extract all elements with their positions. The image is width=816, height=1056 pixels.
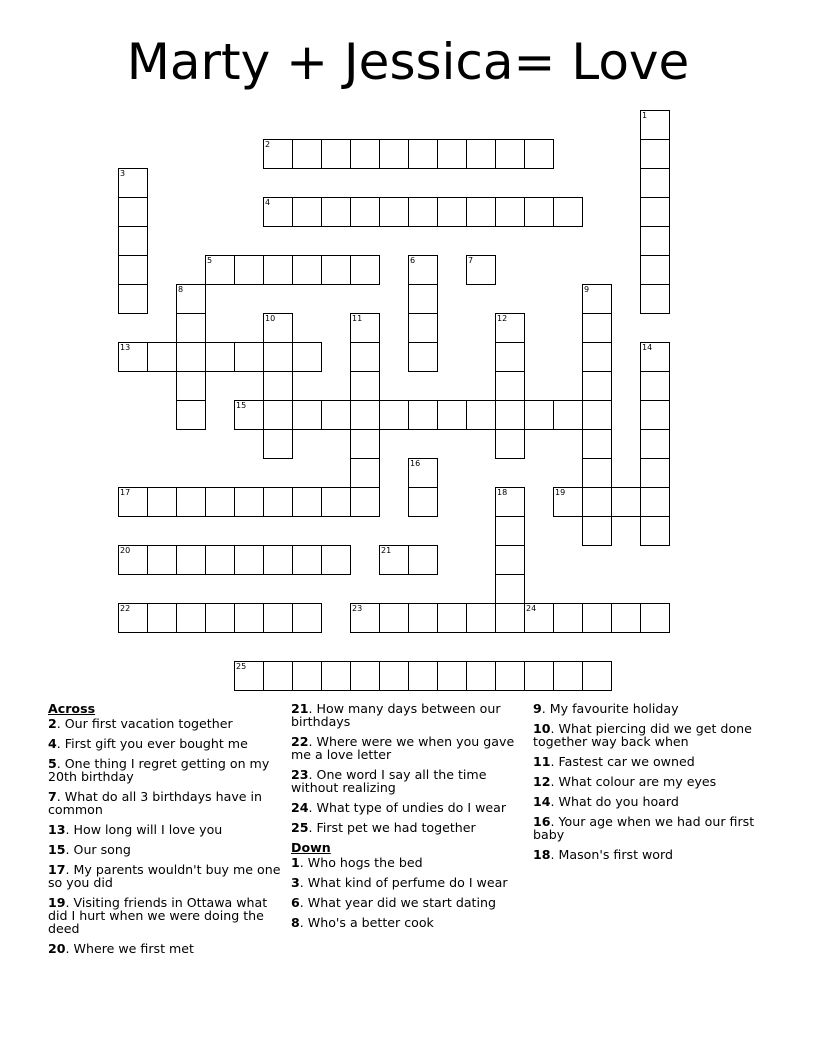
grid-cell[interactable]	[118, 487, 148, 517]
grid-cell[interactable]	[437, 603, 467, 633]
grid-cell[interactable]	[495, 487, 525, 517]
grid-cell[interactable]	[408, 603, 438, 633]
cell-number: 25	[236, 662, 247, 671]
clue-text: . First pet we had together	[308, 820, 476, 835]
grid-cell[interactable]	[321, 255, 351, 285]
grid-cell[interactable]	[176, 545, 206, 575]
clue-number: 14	[533, 794, 551, 809]
clue-number: 3	[291, 875, 300, 890]
clue-item	[48, 790, 284, 816]
grid-cell[interactable]	[176, 342, 206, 372]
cell-number: 5	[207, 256, 213, 265]
grid-cell[interactable]	[176, 284, 206, 314]
grid-cell[interactable]	[321, 661, 351, 691]
grid-cell[interactable]	[495, 371, 525, 401]
grid-cell[interactable]	[582, 313, 612, 343]
grid-cell[interactable]	[292, 342, 322, 372]
grid-cell[interactable]	[408, 661, 438, 691]
cell-number: 18	[497, 488, 508, 497]
grid-cell[interactable]	[408, 342, 438, 372]
grid-cell[interactable]	[611, 603, 641, 633]
grid-cell[interactable]	[582, 487, 612, 517]
grid-cell[interactable]	[205, 342, 235, 372]
grid-cell[interactable]	[524, 197, 554, 227]
grid-cell[interactable]	[495, 429, 525, 459]
clue-text: . Our song	[65, 842, 131, 857]
grid-cell[interactable]	[147, 545, 177, 575]
clue-item	[533, 775, 769, 788]
grid-cell[interactable]	[408, 458, 438, 488]
grid-cell[interactable]	[408, 139, 438, 169]
grid-cell[interactable]	[582, 458, 612, 488]
grid-cell[interactable]	[640, 255, 670, 285]
cell-number: 1	[642, 111, 648, 120]
grid-cell[interactable]	[640, 110, 670, 140]
grid-cell[interactable]	[640, 226, 670, 256]
grid-cell[interactable]	[582, 284, 612, 314]
clue-text: . Who hogs the bed	[299, 855, 423, 870]
clue-number: 5	[48, 756, 57, 771]
grid-cell[interactable]	[205, 603, 235, 633]
clue-number: 6	[291, 895, 300, 910]
grid-cell[interactable]	[640, 458, 670, 488]
grid-cell[interactable]	[147, 603, 177, 633]
grid-cell[interactable]	[408, 545, 438, 575]
grid-cell[interactable]	[234, 545, 264, 575]
clue-number: 4	[48, 736, 57, 751]
grid-cell[interactable]	[350, 255, 380, 285]
grid-cell[interactable]	[640, 603, 670, 633]
cell-number: 8	[178, 285, 184, 294]
grid-cell[interactable]	[466, 139, 496, 169]
clue-item	[291, 916, 527, 929]
grid-cell[interactable]	[582, 371, 612, 401]
cell-number: 6	[410, 256, 416, 265]
grid-cell[interactable]	[495, 197, 525, 227]
grid-cell[interactable]	[263, 371, 293, 401]
grid-cell[interactable]	[350, 371, 380, 401]
grid-cell[interactable]	[321, 487, 351, 517]
clue-number: 2	[48, 716, 57, 731]
clue-text: . One thing I regret getting on my 20th birthday	[48, 756, 270, 784]
grid-cell[interactable]	[640, 487, 670, 517]
grid-cell[interactable]	[640, 284, 670, 314]
grid-cell[interactable]	[553, 197, 583, 227]
grid-cell[interactable]	[466, 603, 496, 633]
grid-cell[interactable]	[350, 139, 380, 169]
grid-cell[interactable]	[640, 516, 670, 546]
clue-text: . Where we first met	[65, 941, 194, 956]
clue-number: 11	[533, 754, 551, 769]
clue-text: . What piercing did we get done together way back when	[533, 721, 752, 749]
grid-cell[interactable]	[379, 197, 409, 227]
clue-text: . Who's a better cook	[299, 915, 434, 930]
grid-cell[interactable]	[553, 661, 583, 691]
clue-number: 21	[291, 701, 309, 716]
grid-cell[interactable]	[379, 139, 409, 169]
clue-number: 22	[291, 734, 309, 749]
clue-number: 1	[291, 855, 300, 870]
clue-number: 7	[48, 789, 57, 804]
grid-cell[interactable]	[205, 545, 235, 575]
cell-number: 24	[526, 604, 537, 613]
clue-text: . Fastest car we owned	[550, 754, 695, 769]
clue-text: . What type of undies do I wear	[308, 800, 507, 815]
grid-cell[interactable]	[118, 603, 148, 633]
clue-item	[533, 815, 769, 841]
grid-cell[interactable]	[263, 313, 293, 343]
grid-cell[interactable]	[176, 313, 206, 343]
clue-item	[533, 702, 769, 715]
grid-cell[interactable]	[466, 255, 496, 285]
grid-cell[interactable]	[234, 661, 264, 691]
clue-text: . Mason's first word	[550, 847, 673, 862]
grid-cell[interactable]	[263, 661, 293, 691]
cell-number: 3	[120, 169, 126, 178]
grid-cell[interactable]	[379, 545, 409, 575]
clue-section-header: Across	[48, 701, 96, 716]
clue-text: . How long will I love you	[65, 822, 223, 837]
grid-cell[interactable]	[118, 226, 148, 256]
grid-cell[interactable]	[408, 487, 438, 517]
grid-cell[interactable]	[640, 400, 670, 430]
grid-cell[interactable]	[408, 284, 438, 314]
grid-cell[interactable]	[205, 255, 235, 285]
grid-cell[interactable]	[437, 139, 467, 169]
puzzle-title: Marty + Jessica= Love	[126, 33, 690, 91]
clue-number: 13	[48, 822, 66, 837]
grid-cell[interactable]	[147, 342, 177, 372]
grid-cell[interactable]	[176, 603, 206, 633]
grid-cell[interactable]	[524, 661, 554, 691]
grid-cell[interactable]	[292, 661, 322, 691]
grid-cell[interactable]	[263, 429, 293, 459]
clue-item	[48, 757, 284, 783]
grid-cell[interactable]	[118, 255, 148, 285]
cell-number: 9	[584, 285, 590, 294]
grid-cell[interactable]	[292, 400, 322, 430]
clue-text: . My favourite holiday	[541, 701, 679, 716]
clue-text: . What year did we start dating	[299, 895, 496, 910]
grid-cell[interactable]	[118, 284, 148, 314]
grid-cell[interactable]	[350, 487, 380, 517]
grid-cell[interactable]	[379, 603, 409, 633]
grid-cell[interactable]	[350, 661, 380, 691]
grid-cell[interactable]	[292, 255, 322, 285]
grid-cell[interactable]	[495, 139, 525, 169]
grid-cell[interactable]	[379, 661, 409, 691]
clue-text: . One word I say all the time without realizing	[291, 767, 487, 795]
cell-number: 13	[120, 343, 131, 352]
grid-cell[interactable]	[118, 197, 148, 227]
clue-number: 8	[291, 915, 300, 930]
grid-cell[interactable]	[292, 487, 322, 517]
grid-cell[interactable]	[176, 400, 206, 430]
clue-number: 25	[291, 820, 309, 835]
clue-number: 24	[291, 800, 309, 815]
grid-cell[interactable]	[437, 197, 467, 227]
grid-cell[interactable]	[263, 342, 293, 372]
grid-cell[interactable]	[466, 661, 496, 691]
cell-number: 15	[236, 401, 247, 410]
grid-cell[interactable]	[495, 574, 525, 604]
clue-text: . What colour are my eyes	[550, 774, 717, 789]
clue-item	[48, 737, 284, 750]
grid-cell[interactable]	[553, 400, 583, 430]
grid-cell[interactable]	[321, 400, 351, 430]
grid-cell[interactable]	[437, 661, 467, 691]
grid-cell[interactable]	[234, 255, 264, 285]
clue-item	[48, 843, 284, 856]
grid-cell[interactable]	[582, 516, 612, 546]
grid-cell[interactable]	[582, 661, 612, 691]
clue-text: . What do all 3 birthdays have in common	[48, 789, 263, 817]
clues-column-1	[48, 702, 284, 962]
grid-cell[interactable]	[292, 545, 322, 575]
grid-cell[interactable]	[350, 342, 380, 372]
grid-cell[interactable]	[553, 603, 583, 633]
clue-text: . Visiting friends in Ottawa what did I hurt when we were doing the deed	[48, 895, 268, 936]
grid-cell[interactable]	[234, 603, 264, 633]
grid-cell[interactable]	[263, 545, 293, 575]
clue-item	[291, 768, 527, 794]
grid-cell[interactable]	[495, 342, 525, 372]
clue-number: 23	[291, 767, 309, 782]
grid-cell[interactable]	[466, 197, 496, 227]
grid-cell[interactable]	[640, 371, 670, 401]
grid-cell[interactable]	[292, 139, 322, 169]
grid-cell[interactable]	[495, 516, 525, 546]
grid-cell[interactable]	[350, 197, 380, 227]
grid-cell[interactable]	[640, 197, 670, 227]
grid-cell[interactable]	[118, 545, 148, 575]
cell-number: 22	[120, 604, 131, 613]
clue-item	[291, 735, 527, 761]
grid-cell[interactable]	[582, 342, 612, 372]
clue-item	[291, 856, 527, 869]
clue-number: 12	[533, 774, 551, 789]
grid-cell[interactable]	[495, 603, 525, 633]
grid-cell[interactable]	[640, 429, 670, 459]
clue-number: 15	[48, 842, 66, 857]
cell-number: 21	[381, 546, 392, 555]
clue-text: . What do you hoard	[550, 794, 679, 809]
grid-cell[interactable]	[263, 487, 293, 517]
grid-cell[interactable]	[524, 139, 554, 169]
grid-cell[interactable]	[292, 603, 322, 633]
cell-number: 7	[468, 256, 474, 265]
grid-cell[interactable]	[263, 603, 293, 633]
grid-cell[interactable]	[321, 139, 351, 169]
clue-number: 20	[48, 941, 66, 956]
cell-number: 12	[497, 314, 508, 323]
clue-number: 17	[48, 862, 66, 877]
grid-cell[interactable]	[176, 487, 206, 517]
clue-section-header: Down	[291, 840, 331, 855]
grid-cell[interactable]	[234, 342, 264, 372]
clue-number: 10	[533, 721, 551, 736]
clue-item	[291, 876, 527, 889]
cell-number: 23	[352, 604, 363, 613]
grid-cell[interactable]	[408, 255, 438, 285]
grid-cell[interactable]	[495, 661, 525, 691]
grid-cell[interactable]	[640, 139, 670, 169]
clues-column-3	[533, 702, 769, 868]
clue-text: . How many days between our birthdays	[291, 701, 501, 729]
clue-number: 19	[48, 895, 66, 910]
grid-cell[interactable]	[611, 487, 641, 517]
grid-cell[interactable]	[408, 197, 438, 227]
clue-item	[291, 821, 527, 834]
clue-item	[291, 702, 527, 728]
clue-item	[48, 896, 284, 935]
grid-cell[interactable]	[640, 342, 670, 372]
clue-item	[291, 801, 527, 814]
grid-cell[interactable]	[350, 400, 380, 430]
clue-item	[291, 896, 527, 909]
grid-cell[interactable]	[582, 603, 612, 633]
grid-cell[interactable]	[408, 400, 438, 430]
clue-text: . Your age when we had our first baby	[533, 814, 755, 842]
clue-text: . What kind of perfume do I wear	[299, 875, 508, 890]
clue-text: . My parents wouldn't buy me one so you did	[48, 862, 281, 890]
grid-cell[interactable]	[234, 400, 264, 430]
grid-cell[interactable]	[321, 197, 351, 227]
grid-cell[interactable]	[176, 371, 206, 401]
grid-cell[interactable]	[524, 603, 554, 633]
cell-number: 4	[265, 198, 271, 207]
cell-number: 16	[410, 459, 421, 468]
grid-cell[interactable]	[147, 487, 177, 517]
clue-number: 18	[533, 847, 551, 862]
grid-cell[interactable]	[582, 400, 612, 430]
grid-cell[interactable]	[524, 400, 554, 430]
grid-cell[interactable]	[640, 168, 670, 198]
grid-cell[interactable]	[263, 400, 293, 430]
grid-cell[interactable]	[553, 487, 583, 517]
grid-cell[interactable]	[263, 197, 293, 227]
grid-cell[interactable]	[234, 487, 264, 517]
cell-number: 20	[120, 546, 131, 555]
grid-cell[interactable]	[263, 139, 293, 169]
clue-item	[48, 823, 284, 836]
grid-cell[interactable]	[118, 342, 148, 372]
grid-cell[interactable]	[437, 400, 467, 430]
grid-cell[interactable]	[118, 168, 148, 198]
cell-number: 10	[265, 314, 276, 323]
grid-cell[interactable]	[495, 400, 525, 430]
clue-item	[48, 942, 284, 955]
cell-number: 17	[120, 488, 131, 497]
clues-column-2	[291, 702, 527, 936]
grid-cell[interactable]	[205, 487, 235, 517]
clue-item	[533, 795, 769, 808]
grid-cell[interactable]	[408, 313, 438, 343]
grid-cell[interactable]	[350, 313, 380, 343]
clue-item	[533, 722, 769, 748]
clue-item	[48, 717, 284, 730]
clue-number: 9	[533, 701, 542, 716]
clue-item	[533, 848, 769, 861]
grid-cell[interactable]	[466, 400, 496, 430]
clue-item	[533, 755, 769, 768]
grid-cell[interactable]	[292, 197, 322, 227]
cell-number: 14	[642, 343, 653, 352]
clue-text: . Where were we when you gave me a love letter	[291, 734, 515, 762]
grid-cell[interactable]	[495, 545, 525, 575]
grid-cell[interactable]	[582, 429, 612, 459]
grid-cell[interactable]	[379, 400, 409, 430]
grid-cell[interactable]	[321, 545, 351, 575]
grid-cell[interactable]	[350, 603, 380, 633]
clue-item	[48, 863, 284, 889]
grid-cell[interactable]	[495, 313, 525, 343]
grid-cell[interactable]	[350, 458, 380, 488]
cell-number: 11	[352, 314, 363, 323]
clue-text: . Our first vacation together	[56, 716, 233, 731]
cell-number: 2	[265, 140, 271, 149]
cell-number: 19	[555, 488, 566, 497]
clue-number: 16	[533, 814, 551, 829]
clue-text: . First gift you ever bought me	[56, 736, 248, 751]
grid-cell[interactable]	[350, 429, 380, 459]
grid-cell[interactable]	[263, 255, 293, 285]
